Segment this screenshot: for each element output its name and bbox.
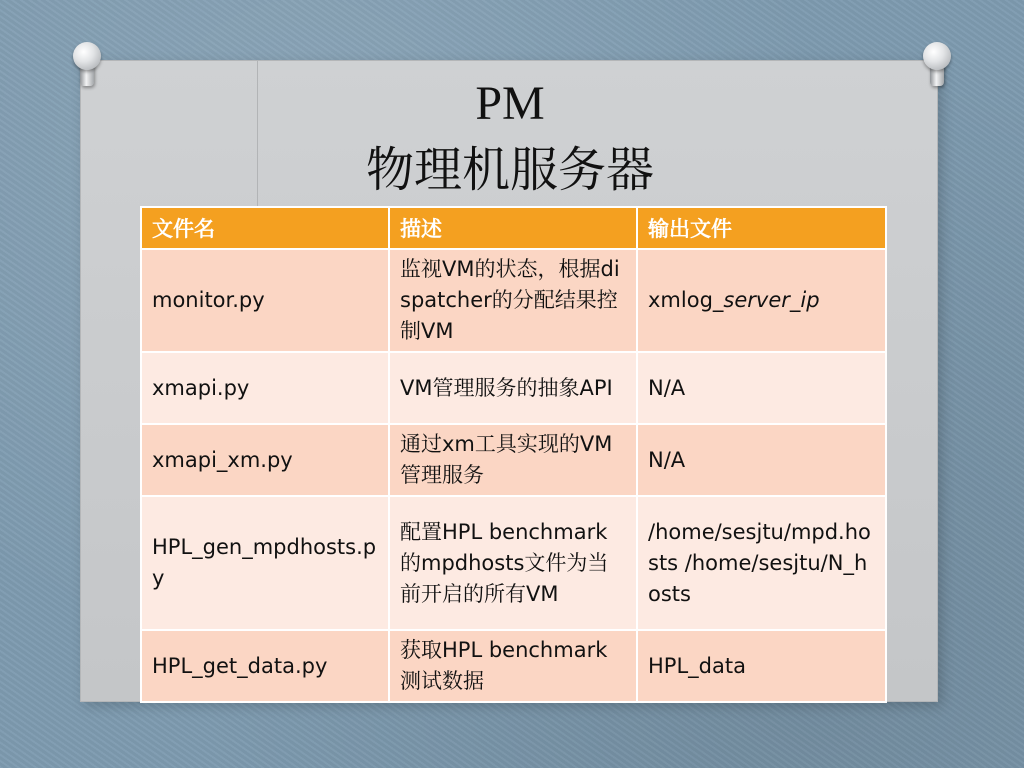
cell-description: 配置HPL benchmark的mpdhosts文件为当前开启的所有VM: [389, 496, 637, 630]
table-row: [141, 249, 886, 352]
header-output: 输出文件: [637, 207, 886, 249]
pushpin-icon: [72, 42, 102, 88]
output-italic: server_ip: [723, 288, 820, 312]
cell-output: N/A: [637, 352, 886, 424]
table-row: [141, 496, 886, 630]
cell-description: 通过xm工具实现的VM管理服务: [389, 424, 637, 496]
table-row: [141, 352, 886, 424]
slide-title: PM: [475, 77, 545, 130]
slide-subtitle: 物理机服务器: [365, 142, 654, 198]
header-description: 描述: [389, 207, 637, 249]
cell-description: 监视VM的状态，根据dispatcher的分配结果控制VM: [389, 249, 637, 352]
output-prefix: xmlog_: [648, 288, 724, 312]
cell-description: 获取HPL benchmark测试数据: [389, 630, 637, 702]
file-table: [140, 206, 887, 703]
pushpin-icon: [922, 42, 952, 88]
cell-file: HPL_get_data.py: [141, 630, 389, 702]
cell-file: HPL_gen_mpdhosts.py: [141, 496, 389, 630]
cell-file: monitor.py: [141, 249, 389, 352]
cell-output: HPL_data: [637, 630, 886, 702]
cell-output: N/A: [637, 424, 886, 496]
cell-file: xmapi.py: [141, 352, 389, 424]
cell-file: xmapi_xm.py: [141, 424, 389, 496]
table-header-row: [141, 207, 886, 249]
table-row: [141, 630, 886, 702]
cell-description: VM管理服务的抽象API: [389, 352, 637, 424]
header-file: 文件名: [141, 207, 389, 249]
cell-output: /home/sesjtu/mpd.hosts /home/sesjtu/N_hosts: [637, 496, 886, 630]
table-row: [141, 424, 886, 496]
cell-output: [637, 249, 886, 352]
